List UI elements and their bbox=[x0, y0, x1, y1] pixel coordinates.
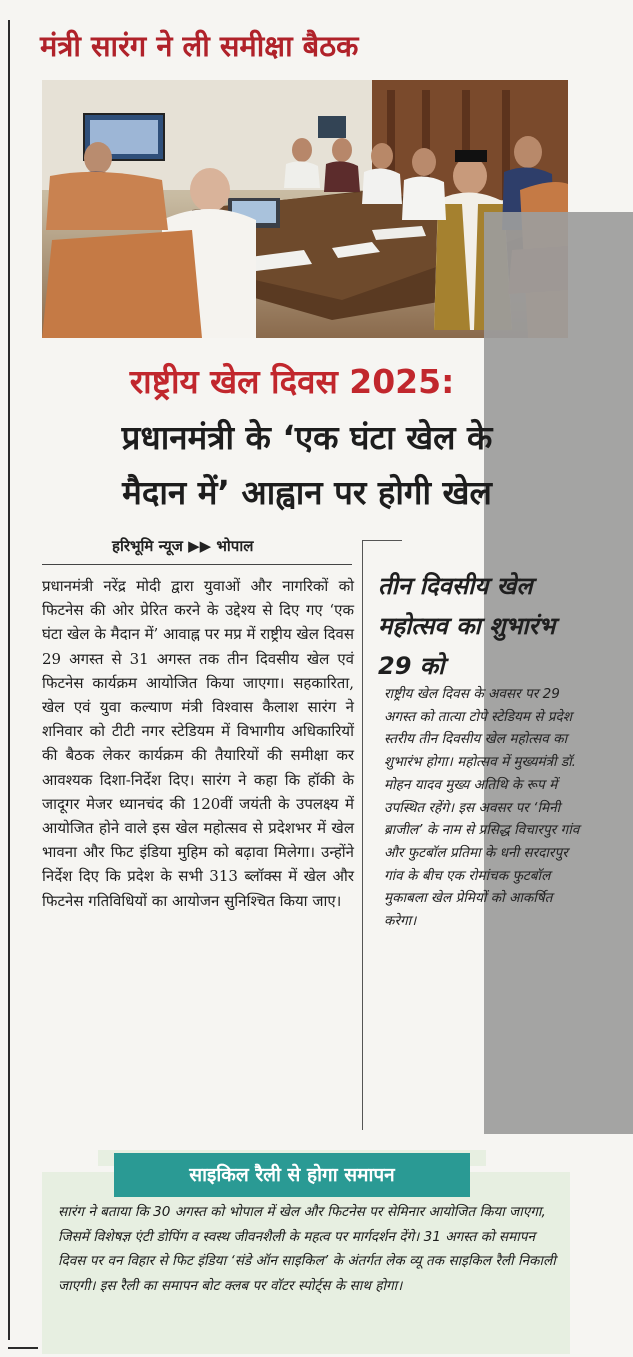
article-body: प्रधानमंत्री नरेंद्र मोदी द्वारा युवाओं और नागरिकों को फिटनेस की ओर प्रेरित करने के उद्देश्य से दिए गए ‘एक घंटा खेल के मैदान में’ आवाह्न पर मप्र में राष्ट्रीय खेल दिवस 29 अगस्त से 31 अगस्त तक तीन दिवसीय खेल एवं फिटनेस कार्यक्रम आयोजित किया जाएगा। सहकारिता, खेल एवं युवा कल्याण मंत्री विश्वास कैलाश सारंग ने शनिवार को टीटी नगर स्टेडियम में विभागीय अधिकारियों की बैठक लेकर कार्यक्रम की तैयारियों की समीक्षा कर आवश्यक दिशा-निर्देश दिए। सारंग ने कहा कि हॉकी के जादूगर मेजर ध्यानचंद की 120वीं जयंती के उपलक्ष्य में आयोजित होने वाले इस खेल महोत्सव से प्रदेशभर में खेल भावना और फिट इंडिया मुहिम को बढ़ावा मिलेगा। उन्होंने निर्देश दिए कि प्रदेश के सभी 313 ब्लॉक्स में खेल और फिटनेस गतिविधियों का आयोजन सुनिश्चित किया जाए। bbox=[42, 577, 354, 910]
headline-line-1: प्रधानमंत्री के ‘एक घंटा खेल के bbox=[121, 418, 493, 457]
sidebar-title: तीन दिवसीय खेल महोत्सव का शुभारंभ 29 को bbox=[378, 572, 556, 680]
sidebar-body: राष्ट्रीय खेल दिवस के अवसर पर 29 अगस्त को तात्या टोपे स्टेडियम से प्रदेश स्तरीय तीन दिवसीय खेल महोत्सव का शुभारंभ होगा। महोत्सव में मुख्यमंत्री डॉ. मोहन यादव मुख्य अतिथि के रूप में उपस्थित रहेंगे। इस अवसर पर ‘मिनी ब्राजील’ के नाम से प्रसिद्ध विचारपुर गांव और फुटबॉल प्रतिमा के धनी सरदारपुर गांव के बीच एक रोमांचक फुटबॉल मुकाबला खेल प्रेमियों को आकर्षित करेगा। bbox=[384, 686, 580, 930]
box-tag-title: साइकिल रैली से होगा समापन bbox=[114, 1150, 470, 1197]
kicker-headline: मंत्री सारंग ने ली समीक्षा बैठक bbox=[40, 29, 359, 63]
page-frame-line bbox=[8, 20, 10, 1340]
column-top-rule bbox=[42, 564, 352, 565]
headline-main bbox=[42, 410, 572, 520]
column-divider-hook bbox=[362, 540, 402, 541]
box-body-text: सारंग ने बताया कि 30 अगस्त को भोपाल में खेल और फिटनेस पर सेमिनार आयोजित किया जाएगा, जिसमें विशेषज्ञ एंटी डोपिंग व स्वस्थ जीवनशैली के महत्व पर मार्गदर्शन देंगे। 31 अगस्त को समापन दिवस पर वन विहार से फिट इंडिया ‘संडे ऑन साइकिल’ के अंतर्गत लेक व्यू तक साइकिल रैली निकाली जाएगी। इस रैली का समापन बोट क्लब पर वॉटर स्पोर्ट्स के साथ होगा। bbox=[58, 1204, 556, 1294]
headline-red-line: राष्ट्रीय खेल दिवस 2025: bbox=[129, 362, 455, 401]
box-tag-notch-right bbox=[470, 1150, 486, 1166]
byline: हरिभूमि न्यूज ▶▶ भोपाल bbox=[112, 537, 254, 555]
box-tag-notch-left bbox=[98, 1150, 114, 1166]
headline-line-2: मैदान में’ आह्वान पर होगी खेल bbox=[122, 473, 492, 512]
frame-corner-mark bbox=[8, 1347, 38, 1349]
column-divider bbox=[362, 540, 363, 1130]
